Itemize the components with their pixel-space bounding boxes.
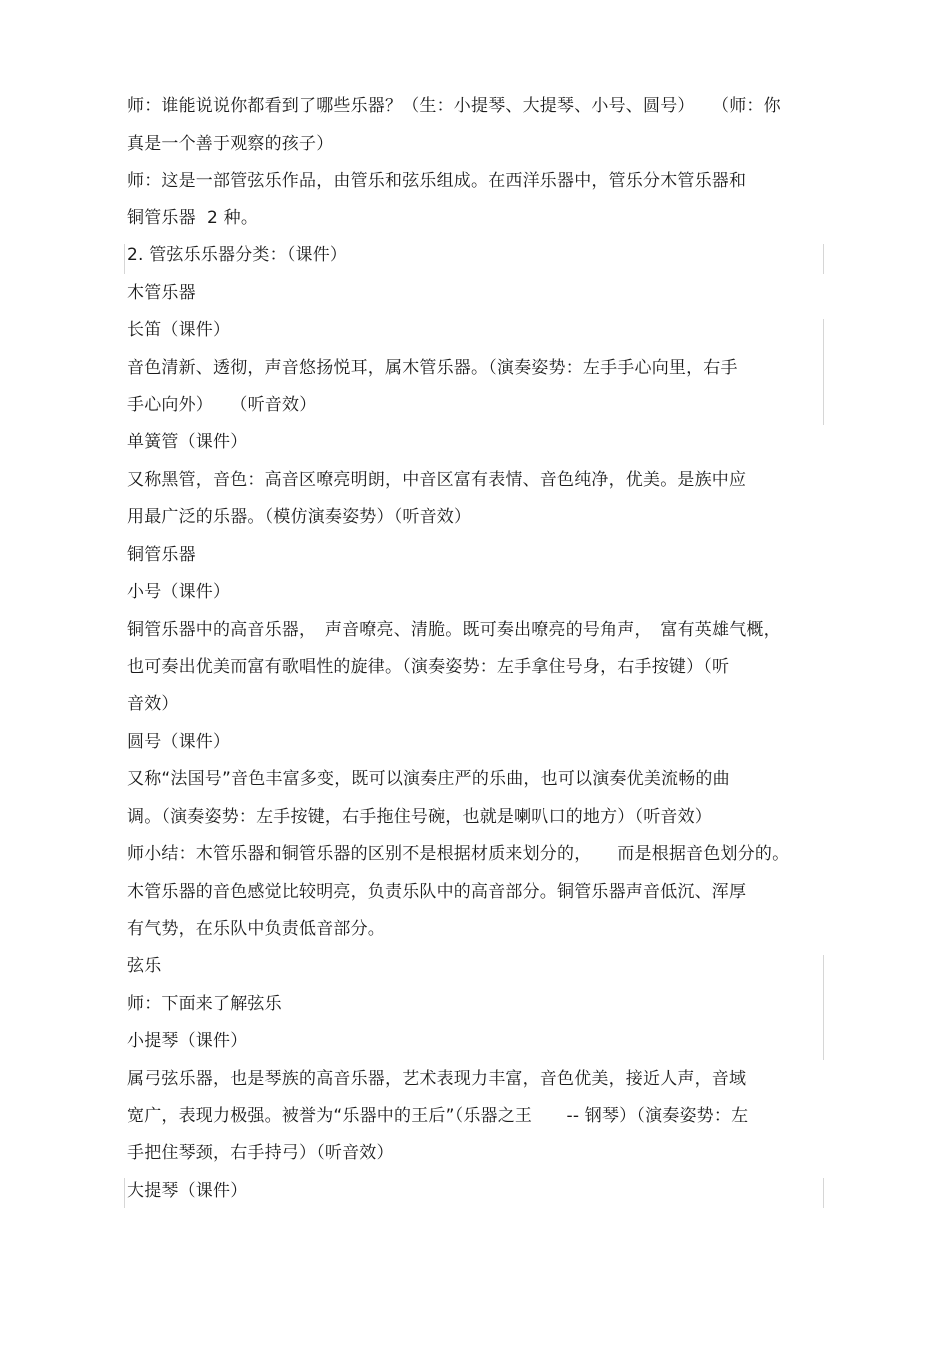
- text-line: 有气势，在乐队中负责低音部分。: [127, 919, 385, 939]
- text-line: 音色清新、透彻，声音悠扬悦耳，属木管乐器。（演奏姿势：左手手心向里，右手: [127, 358, 738, 378]
- frame-right-border: [823, 244, 824, 274]
- frame-left-border: [124, 244, 125, 274]
- text-line: 调。（演奏姿势：左手按键，右手拖住号碗，也就是喇叭口的地方）（听音效）: [127, 807, 712, 827]
- instrument-heading: 单簧管（课件）: [127, 432, 248, 452]
- subheading: 铜管乐器: [127, 545, 196, 565]
- frame-right-border: [823, 1178, 824, 1208]
- instrument-heading: 长笛（课件）: [127, 320, 231, 340]
- text-line: 师：谁能说说你都看到了哪些乐器？（生：小提琴、大提琴、小号、圆号） （师：你: [127, 96, 781, 116]
- text-line: 木管乐器的音色感觉比较明亮，负责乐队中的高音部分。铜管乐器声音低沉、浑厚: [127, 882, 747, 902]
- text-line: 也可奏出优美而富有歌唱性的旋律。（演奏姿势：左手拿住号身，右手按键）（听: [127, 657, 730, 677]
- subheading: 木管乐器: [127, 283, 196, 303]
- text-line: 铜管乐器中的高音乐器， 声音嘹亮、清脆。既可奏出嘹亮的号角声， 富有英雄气概，: [127, 620, 781, 640]
- text-line: 用最广泛的乐器。（模仿演奏姿势）（听音效）: [127, 507, 472, 527]
- text-line: 手心向外） （听音效）: [127, 395, 317, 415]
- text-line: 师小结：木管乐器和铜管乐器的区别不是根据材质来划分的， 而是根据音色划分的。: [127, 844, 790, 864]
- text-line: 又称“法国号”音色丰富多变，既可以演奏庄严的乐曲，也可以演奏优美流畅的曲: [127, 769, 730, 789]
- frame-left-border: [124, 1178, 125, 1208]
- instrument-heading: 圆号（课件）: [127, 732, 231, 752]
- text-line: 属弓弦乐器，也是琴族的高音乐器，艺术表现力丰富，音色优美，接近人声，音域: [127, 1069, 747, 1089]
- instrument-heading: 小提琴（课件）: [127, 1031, 248, 1051]
- text-line: 真是一个善于观察的孩子）: [127, 134, 334, 154]
- text-line: 铜管乐器 2 种。: [127, 208, 259, 228]
- instrument-heading: 小号（课件）: [127, 582, 231, 602]
- text-line: 又称黑管，音色：高音区嘹亮明朗，中音区富有表情、音色纯净，优美。是族中应: [127, 470, 747, 490]
- section-heading: 2. 管弦乐乐器分类：（课件）: [127, 245, 348, 265]
- frame-right-border: [823, 955, 824, 1060]
- instrument-heading: 大提琴（课件）: [127, 1181, 248, 1201]
- text-line: 宽广，表现力极强。被誉为“乐器中的王后”（乐器之王 -- 钢琴）（演奏姿势：左: [127, 1106, 749, 1126]
- text-line: 师：下面来了解弦乐: [127, 994, 282, 1014]
- subheading: 弦乐: [127, 956, 162, 976]
- text-line: 音效）: [127, 694, 179, 714]
- frame-right-border: [823, 319, 824, 425]
- text-line: 师：这是一部管弦乐作品，由管乐和弦乐组成。在西洋乐器中，管乐分木管乐器和: [127, 171, 747, 191]
- text-line: 手把住琴颈，右手持弓）（听音效）: [127, 1143, 394, 1163]
